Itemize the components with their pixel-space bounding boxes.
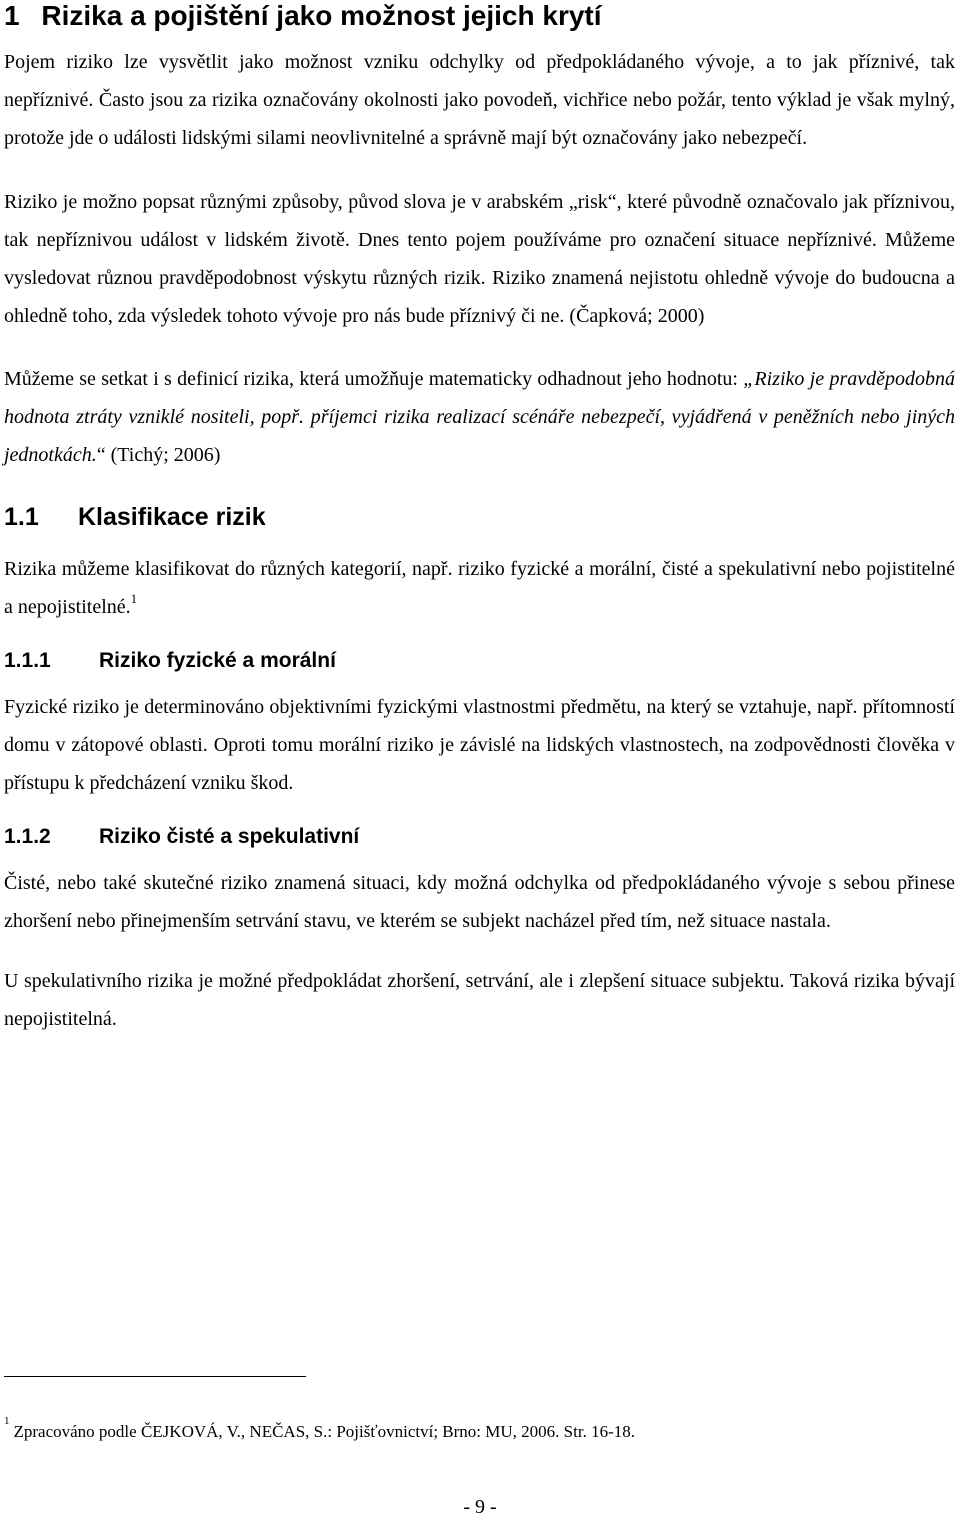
- risk-origin-paragraph: Riziko je možno popsat různými způsoby, původ slova je v arabském „risk“, které původně označovalo jak příznivou, tak nepříznivou událost v lidském životě. Dnes tento pojem používáme pro označení situace nepříznivé. Můžeme vysledovat různou pravděpodobnost výskytu různých rizik. Riziko znamená nejistotu ohledně vývoje do budoucna a ohledně toho, zda výsledek tohoto vývoje pro nás bude příznivý či ne. (Čapková; 2000): [4, 191, 955, 327]
- subsection-number: 1.1.1: [4, 649, 51, 672]
- classification-paragraph: [4, 550, 955, 626]
- footnote: [4, 1415, 635, 1444]
- speculative-risk-paragraph: U spekulativního rizika je možné předpokládat zhoršení, setrvání, ale i zlepšení situace subjektu. Taková rizika bývají nepojistitelná.: [4, 970, 955, 1030]
- physical-moral-paragraph: Fyzické riziko je determinováno objektivními fyzickými vlastnostmi předmětu, na který se vztahuje, např. přítomností domu v zátopové oblasti. Oproti tomu morální riziko je závislé na lidských vlastnostech, na zodpovědnosti člověka v přístupu k předcházení vzniku škod.: [4, 696, 955, 794]
- footnote-mark: 1: [4, 1415, 10, 1428]
- chapter-title: Rizika a pojištění jako možnost jejich krytí: [41, 0, 602, 31]
- subsection-number: 1.1.2: [4, 825, 51, 848]
- definition-paragraph: [4, 360, 955, 474]
- subsection-title: Riziko fyzické a morální: [99, 649, 336, 672]
- section-number: 1.1: [4, 503, 39, 531]
- page-number: - 9 -: [463, 1496, 497, 1518]
- definition-citation: “ (Tichý; 2006): [96, 444, 221, 466]
- footnote-text: Zpracováno podle ČEJKOVÁ, V., NEČAS, S.: Pojišťovnictví; Brno: MU, 2006. Str. 16-18.: [13, 1422, 635, 1441]
- subsection-title: Riziko čisté a spekulativní: [99, 825, 360, 848]
- intro-paragraph: Pojem riziko lze vysvětlit jako možnost vzniku odchylky od předpokládaného vývoje, a to jak příznivé, tak nepříznivé. Často jsou za rizika označovány okolnosti jako povodeň, vichřice nebo požár, tento výklad je však mylný, protože jde o události lidskými silami neovlivnitelné a správně mají být označovány jako nebezpečí.: [4, 51, 955, 149]
- page-body: [4, 0, 955, 1038]
- footnote-separator: [4, 1376, 306, 1377]
- definition-lead: Můžeme se setkat i s definicí rizika, která umožňuje matematicky odhadnout jeho hodnotu:: [4, 368, 744, 390]
- subsection-heading-physical-moral: [4, 648, 955, 674]
- footnote-reference[interactable]: 1: [130, 591, 138, 607]
- section-heading: [4, 502, 955, 532]
- definition-quote: „Riziko je pravděpodobná hodnota ztráty vzniklé nositeli, popř. příjemci rizika realizací scénáře nebezpečí, vyjádřená v peněžních nebo jiných jednotkách.: [4, 368, 955, 466]
- pure-risk-paragraph: Čisté, nebo také skutečné riziko znamená situaci, kdy možná odchylka od předpokládaného vývoje s sebou přinese zhoršení nebo přinejmenším setrvání stavu, ve kterém se subjekt nacházel před tím, než situace nastala.: [4, 872, 955, 932]
- chapter-heading: [4, 0, 955, 32]
- chapter-number: 1: [4, 0, 20, 31]
- classification-text: Rizika můžeme klasifikovat do různých kategorií, např. riziko fyzické a morální, čisté a spekulativní nebo pojistitelné a nepojistitelné.: [4, 558, 955, 618]
- section-title: Klasifikace rizik: [78, 503, 266, 531]
- subsection-heading-pure-speculative: [4, 824, 955, 850]
